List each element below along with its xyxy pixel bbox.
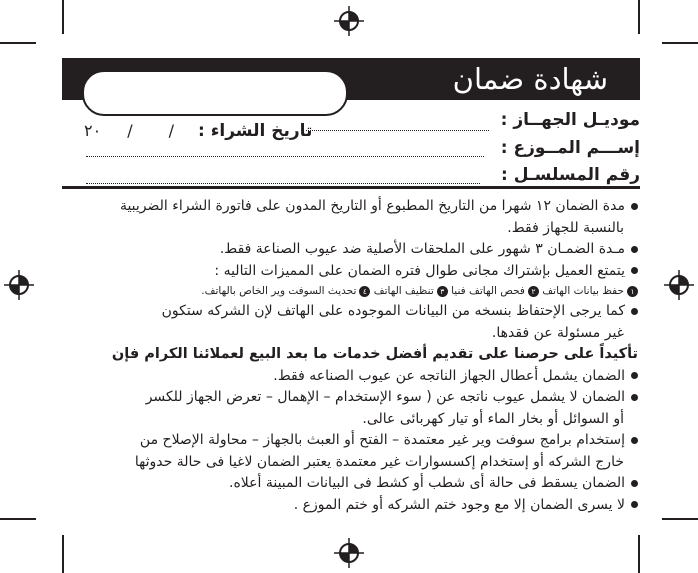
section-heading: تأكيداً على حرصنا على تقديم أفضل خدمات ما بعد البيع لعملائنا الكرام فإن (111, 346, 638, 362)
bullet-icon (631, 372, 638, 379)
bullet-icon (631, 394, 638, 401)
crop-mark-top-right (638, 0, 640, 34)
divider (62, 186, 640, 189)
list-item-continuation: غير مسئولة عن فقدها. (491, 324, 624, 341)
warranty-terms (48, 196, 638, 516)
device-model-label: موديـل الجهــاز : (500, 110, 640, 130)
list-item-continuation: أو السوائل أو بخار الماء أو تيار كهربائى عالى. (362, 410, 624, 427)
bullet-icon (631, 246, 638, 253)
device-model-line (306, 130, 489, 131)
serial-number-line (86, 183, 480, 184)
bullet-icon (631, 308, 638, 315)
crop-mark-right-top (662, 42, 698, 44)
serial-number-label: رقم المسلسـل : (500, 165, 640, 185)
crop-mark-top-left (62, 0, 64, 34)
registration-mark-top-icon (334, 6, 364, 36)
purchase-date-value: ٢٠ / / (84, 121, 174, 140)
registration-mark-right-icon (664, 270, 694, 300)
number-badge: ١ (627, 286, 638, 297)
distributor-name-label: إســـم المــوزع : (500, 138, 640, 158)
crop-mark-bottom-right (638, 535, 640, 573)
distributor-name-line (86, 156, 484, 157)
stamp-box (82, 70, 348, 116)
bullet-icon (631, 267, 638, 274)
bullet-icon (631, 203, 638, 210)
crop-mark-left-bottom (0, 518, 36, 520)
number-badge: ٤ (359, 286, 370, 297)
list-item: الضمان لا يشمل عيوب ناتجه عن ( سوء الإستخدام – الإهمال – تعرض الجهاز للكسر (48, 387, 638, 409)
crop-mark-right-bottom (662, 518, 698, 520)
list-item: الضمان يشمل أعطال الجهاز الناتجه عن عيوب الصناعه فقط. (48, 366, 638, 388)
bullet-icon (631, 501, 638, 508)
list-item: مدة الضمان ١٢ شهرا من التاريخ المطبوع أو التاريخ المدون على فاتورة الشراء الضريبية (48, 196, 638, 218)
crop-mark-bottom-left (62, 535, 64, 573)
list-item-continuation: خارج الشركه أو إستخدام إكسسوارات غير معتمدة يعتبر الضمان لاغيا فى حالة حدوثها (134, 453, 624, 470)
list-item: كما يرجى الإحتفاظ بنسخه من البيانات الموجوده على الهاتف لإن الشركه ستكون (48, 301, 638, 323)
page-title: شهادة ضمان (452, 62, 608, 96)
list-item: إستخدام برامج سوفت وير غير معتمدة – الفتح أو العبث بالجهاز – محاولة الإصلاح من (48, 430, 638, 452)
bullet-icon (631, 437, 638, 444)
number-badge: ٢ (528, 286, 539, 297)
bullet-icon (631, 480, 638, 487)
list-item-continuation: بالنسبة للجهاز فقط. (507, 219, 624, 236)
crop-mark-left-top (0, 42, 36, 44)
registration-mark-bottom-icon (334, 538, 364, 568)
registration-mark-left-icon (4, 270, 34, 300)
list-item: الضمان يسقط فى حالة أى شطب أو كشط فى البيانات المبينة أعلاه. (48, 473, 638, 495)
purchase-date-label: تاريخ الشراء : (198, 121, 313, 141)
list-item: يتمتع العميل بإشتراك مجانى طوال فتره الضمان على المميزات التاليه : (48, 261, 638, 283)
list-item: لا يسرى الضمان إلا مع وجود ختم الشركه أو ختم الموزع . (48, 495, 638, 517)
perks-list: ١حفظ بيانات الهاتف ٢فحص الهاتف فنيا ٣تنظيف الهاتف ٤تحديث السوفت وير الخاص بالهاتف. (48, 282, 638, 301)
list-item: مـدة الضمـان ٣ شهور على الملحقات الأصلية ضد عيوب الصناعة فقط. (48, 239, 638, 261)
number-badge: ٣ (437, 286, 448, 297)
